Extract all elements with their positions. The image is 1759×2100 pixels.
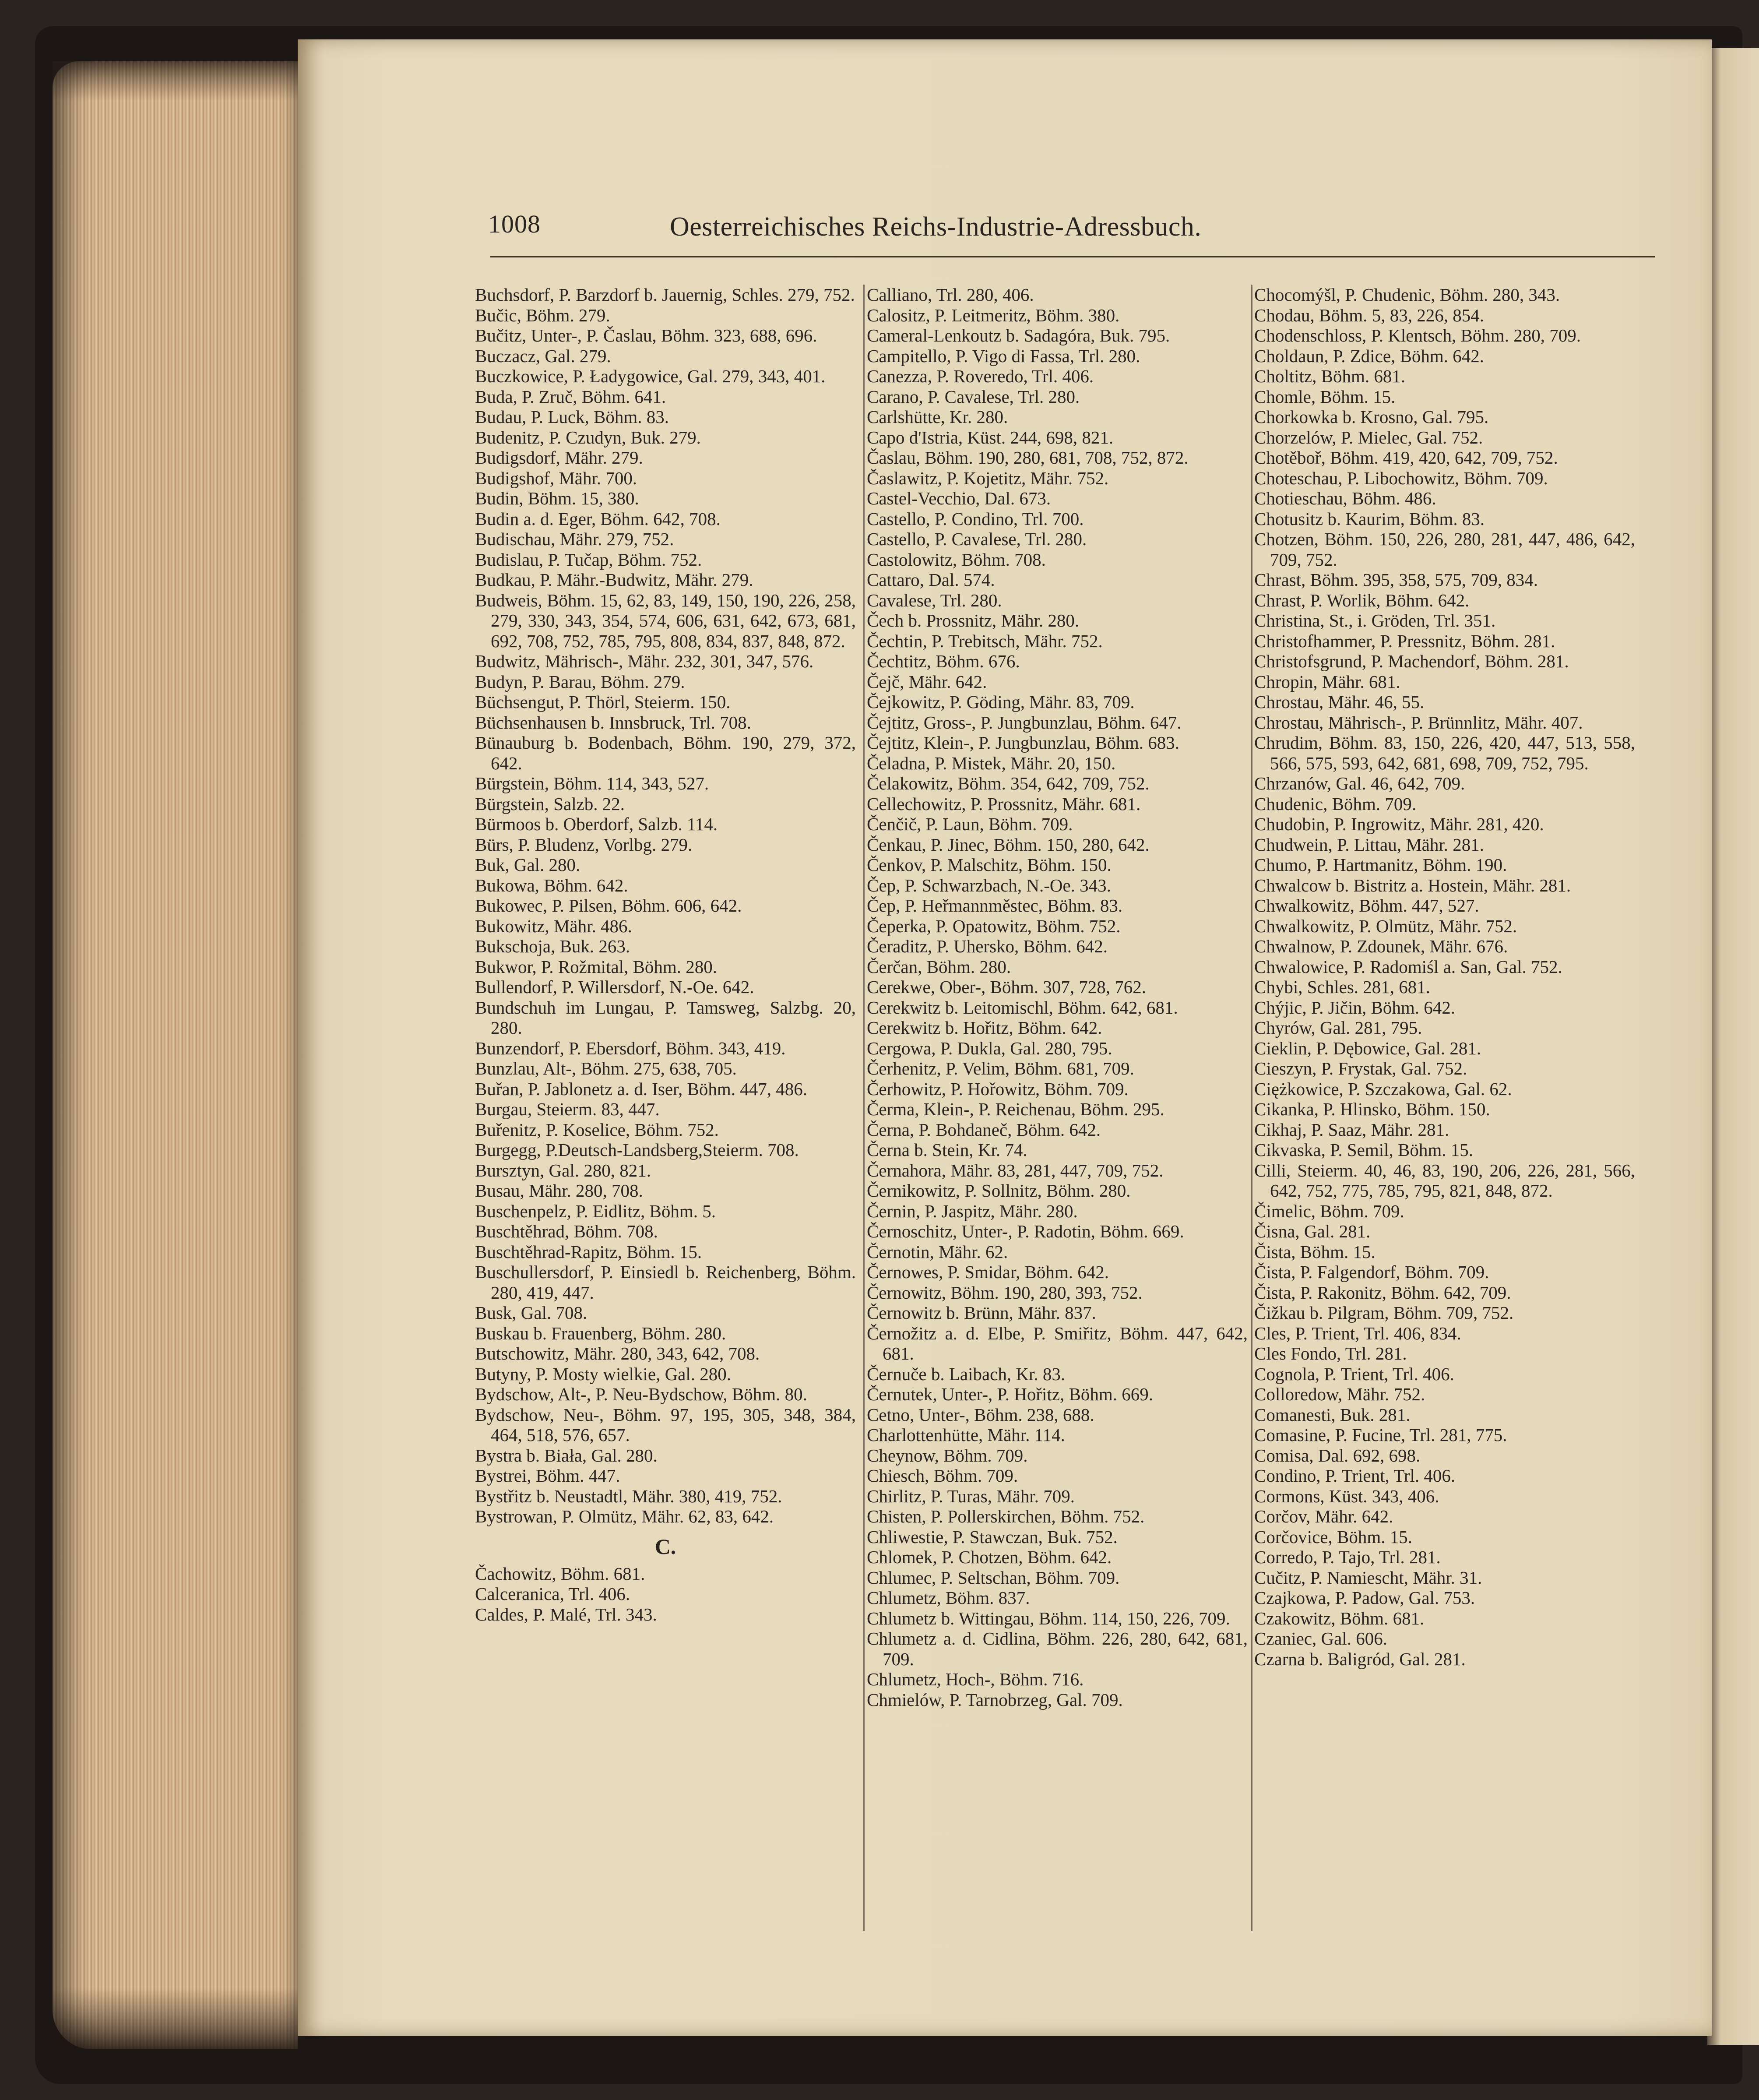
directory-entry: Cles Fondo, Trl. 281. (1254, 1343, 1407, 1364)
directory-entry: Čeraditz, P. Uhersko, Böhm. 642. (867, 936, 1108, 956)
page-edges (53, 61, 298, 2049)
directory-entry: Čeladna, P. Mistek, Mähr. 20, 150. (867, 753, 1116, 773)
directory-entry: Černowitz, Böhm. 190, 280, 393, 752. (867, 1282, 1143, 1303)
directory-entry: Čejtitz, Klein-, P. Jungbunzlau, Böhm. 683. (867, 733, 1180, 753)
directory-entry: Bürmoos b. Oberdorf, Salzb. 114. (475, 814, 718, 834)
directory-entry: Bystra b. Biała, Gal. 280. (475, 1445, 658, 1466)
directory-entry: Chodau, Böhm. 5, 83, 226, 854. (1254, 305, 1485, 325)
directory-entry: Čejkowitz, P. Göding, Mähr. 83, 709. (867, 692, 1135, 712)
directory-entry: Chlumetz b. Wittingau, Böhm. 114, 150, 226, 709. (867, 1608, 1230, 1628)
directory-entry: Chodenschloss, P. Klentsch, Böhm. 280, 709. (1254, 325, 1581, 345)
directory-entry: Buschtěhrad-Rapitz, Böhm. 15. (475, 1241, 702, 1262)
directory-entry: Calositz, P. Leitmeritz, Böhm. 380. (867, 305, 1120, 325)
directory-entry: Corčovice, Böhm. 15. (1254, 1526, 1412, 1547)
directory-entry: Černin, P. Jaspitz, Mähr. 280. (867, 1201, 1078, 1221)
directory-entry: Černožitz a. d. Elbe, P. Smiřitz, Böhm. 447, 642, 681. (867, 1323, 1248, 1364)
directory-entry: Czarna b. Baligród, Gal. 281. (1254, 1649, 1466, 1669)
directory-entry: Čechtin, P. Trebitsch, Mähr. 752. (867, 631, 1103, 651)
directory-entry: Černuče b. Laibach, Kr. 83. (867, 1364, 1066, 1384)
directory-entry: Cieszyn, P. Frystak, Gal. 752. (1254, 1058, 1467, 1078)
directory-entry: Chwalkowitz, P. Olmütz, Mähr. 752. (1254, 916, 1517, 936)
directory-entry: Bydschow, Alt-, P. Neu-Bydschow, Böhm. 80. (475, 1384, 807, 1404)
column-divider-1 (863, 285, 865, 1931)
directory-entry: Čimelic, Böhm. 709. (1254, 1201, 1404, 1221)
directory-entry: Čerhenitz, P. Velim, Böhm. 681, 709. (867, 1058, 1134, 1078)
directory-entry: Cikanka, P. Hlinsko, Böhm. 150. (1254, 1099, 1490, 1119)
directory-entry: Cognola, P. Trient, Trl. 406. (1254, 1364, 1454, 1384)
directory-entry: Bukowec, P. Pilsen, Böhm. 606, 642. (475, 895, 742, 916)
directory-entry: Comanesti, Buk. 281. (1254, 1404, 1411, 1425)
directory-entry: Charlottenhütte, Mähr. 114. (867, 1425, 1065, 1445)
directory-entry: Čenčič, P. Laun, Böhm. 709. (867, 814, 1073, 834)
directory-entry: Cieklin, P. Dębowice, Gal. 281. (1254, 1038, 1481, 1058)
directory-entry: Corčov, Mähr. 642. (1254, 1506, 1393, 1526)
directory-entry: Bukowa, Böhm. 642. (475, 875, 628, 895)
directory-entry: Butyny, P. Mosty wielkie, Gal. 280. (475, 1364, 732, 1384)
directory-entry: Caldes, P. Malé, Trl. 343. (475, 1604, 657, 1624)
directory-entry: Cameral-Lenkoutz b. Sadagóra, Buk. 795. (867, 325, 1170, 345)
directory-entry: Chlomek, P. Chotzen, Böhm. 642. (867, 1547, 1112, 1567)
directory-entry: Cikvaska, P. Semil, Böhm. 15. (1254, 1140, 1474, 1160)
directory-entry: Čejtitz, Gross-, P. Jungbunzlau, Böhm. 647. (867, 712, 1182, 733)
directory-entry: Časlawitz, P. Kojetitz, Mähr. 752. (867, 468, 1109, 488)
directory-entry: Bučic, Böhm. 279. (475, 305, 610, 325)
directory-entry: Černotin, Mähr. 62. (867, 1241, 1008, 1262)
directory-entry: Chybi, Schles. 281, 681. (1254, 977, 1431, 997)
directory-entry: Chyrów, Gal. 281, 795. (1254, 1018, 1422, 1038)
directory-entry: Carlshütte, Kr. 280. (867, 407, 1008, 427)
directory-entry: Cučitz, P. Namiescht, Mähr. 31. (1254, 1567, 1482, 1588)
directory-entry: Budkau, P. Mähr.-Budwitz, Mähr. 279. (475, 570, 753, 590)
directory-entry: Bürgstein, Böhm. 114, 343, 527. (475, 773, 709, 793)
page-number: 1008 (488, 210, 541, 238)
directory-entry: Castello, P. Cavalese, Trl. 280. (867, 529, 1087, 549)
facing-page-edge (1707, 48, 1759, 2045)
directory-entry: Čelakowitz, Böhm. 354, 642, 709, 752. (867, 773, 1150, 793)
section-letter-heading: C. (654, 1534, 676, 1559)
directory-entry: Černutek, Unter-, P. Hořitz, Böhm. 669. (867, 1384, 1153, 1404)
directory-entry: Burgau, Steierm. 83, 447. (475, 1099, 660, 1119)
directory-entry: Bydschow, Neu-, Böhm. 97, 195, 305, 348, 384, 464, 518, 576, 657. (475, 1404, 856, 1445)
directory-entry: Černowes, P. Smidar, Böhm. 642. (867, 1262, 1109, 1282)
directory-entry: Černowitz b. Brünn, Mähr. 837. (867, 1303, 1096, 1323)
directory-entry: Canezza, P. Roveredo, Trl. 406. (867, 366, 1094, 386)
directory-entry: Chisten, P. Pollerskirchen, Böhm. 752. (867, 1506, 1145, 1526)
directory-entry: Čachowitz, Böhm. 681. (475, 1563, 645, 1584)
directory-entry: Burgegg, P.Deutsch-Landsberg,Steierm. 708. (475, 1140, 799, 1160)
directory-entry: Christofhammer, P. Pressnitz, Böhm. 281. (1254, 631, 1555, 651)
directory-entry: Bürgstein, Salzb. 22. (475, 793, 625, 814)
directory-entry: Chrzanów, Gal. 46, 642, 709. (1254, 773, 1465, 793)
directory-entry: Buschullersdorf, P. Einsiedl b. Reichenberg, Böhm. 280, 419, 447. (475, 1262, 856, 1303)
directory-entry: Buřenitz, P. Koselice, Böhm. 752. (475, 1119, 719, 1140)
directory-entry: Chlumetz, Böhm. 837. (867, 1588, 1030, 1608)
directory-entry: Corredo, P. Tajo, Trl. 281. (1254, 1547, 1441, 1567)
directory-entry: Chlumetz a. d. Cidlina, Böhm. 226, 280, 642, 681, 709. (867, 1628, 1248, 1669)
directory-entry: Čejč, Mähr. 642. (867, 671, 987, 692)
directory-entry: Calceranica, Trl. 406. (475, 1584, 630, 1604)
directory-entry: Čech b. Prossnitz, Mähr. 280. (867, 610, 1080, 631)
directory-entry: Čeperka, P. Opatowitz, Böhm. 752. (867, 916, 1121, 936)
directory-entry: Chudwein, P. Littau, Mähr. 281. (1254, 834, 1485, 855)
directory-entry: Chorkowka b. Krosno, Gal. 795. (1254, 407, 1489, 427)
directory-entry: Ciężkowice, P. Szczakowa, Gal. 62. (1254, 1078, 1512, 1099)
directory-entry: Busk, Gal. 708. (475, 1303, 588, 1323)
directory-entry: Čižkau b. Pilgram, Böhm. 709, 752. (1254, 1303, 1514, 1323)
directory-entry: Časlau, Böhm. 190, 280, 681, 708, 752, 872. (867, 447, 1189, 468)
header-rule (490, 256, 1655, 257)
directory-entry: Budigsdorf, Mähr. 279. (475, 447, 643, 468)
directory-entry: Chomle, Böhm. 15. (1254, 386, 1396, 407)
directory-entry: Comisa, Dal. 692, 698. (1254, 1445, 1421, 1466)
directory-entry: Chotusitz b. Kaurim, Böhm. 83. (1254, 508, 1485, 529)
directory-entry: Bünauburg b. Bodenbach, Böhm. 190, 279, 372, 642. (475, 733, 856, 773)
directory-entry: Bystrowan, P. Olmütz, Mähr. 62, 83, 642. (475, 1506, 774, 1526)
directory-entry: Budenitz, P. Czudyn, Buk. 279. (475, 427, 701, 447)
directory-entry: Bunzendorf, P. Ebersdorf, Böhm. 343, 419. (475, 1038, 786, 1058)
directory-entry: Bundschuh im Lungau, P. Tamsweg, Salzbg. 20, 280. (475, 997, 856, 1038)
directory-entry: Busau, Mähr. 280, 708. (475, 1180, 643, 1201)
directory-entry: Cerekwe, Ober-, Böhm. 307, 728, 762. (867, 977, 1146, 997)
directory-entry: Bystrei, Böhm. 447. (475, 1466, 620, 1486)
directory-entry: Chmielów, P. Tarnobrzeg, Gal. 709. (867, 1689, 1123, 1710)
directory-entry: Cheynow, Böhm. 709. (867, 1445, 1028, 1466)
directory-entry: Czakowitz, Böhm. 681. (1254, 1608, 1425, 1628)
directory-entry: Buda, P. Zruč, Böhm. 641. (475, 386, 666, 407)
directory-entry: Chrast, P. Worlik, Böhm. 642. (1254, 590, 1470, 610)
directory-entry: Chwalcow b. Bistritz a. Hostein, Mähr. 281. (1254, 875, 1571, 895)
directory-entry: Chrudim, Böhm. 83, 150, 226, 420, 447, 513, 558, 566, 575, 593, 642, 681, 698, 709, 752, 795. (1254, 733, 1635, 773)
running-head (488, 171, 1670, 250)
directory-entry: Chwalnow, P. Zdounek, Mähr. 676. (1254, 936, 1508, 956)
directory-entry: Černahora, Mähr. 83, 281, 447, 709, 752. (867, 1160, 1164, 1180)
directory-entry: Christina, St., i. Gröden, Trl. 351. (1254, 610, 1496, 631)
directory-entry: Budwitz, Mährisch-, Mähr. 232, 301, 347, 576. (475, 651, 814, 671)
directory-entry: Cattaro, Dal. 574. (867, 570, 995, 590)
directory-entry: Büchsenhausen b. Innsbruck, Trl. 708. (475, 712, 751, 733)
directory-entry: Budweis, Böhm. 15, 62, 83, 149, 150, 190, 226, 258, 279, 330, 343, 354, 574, 606, 631, 642, 673, 681, 692, 708, 752, 785, 795, 808, 834, 837, 848, 872. (475, 590, 856, 651)
directory-entry: Černoschitz, Unter-, P. Radotin, Böhm. 669. (867, 1221, 1184, 1241)
directory-entry: Budischau, Mähr. 279, 752. (475, 529, 674, 549)
directory-entry: Christofsgrund, P. Machendorf, Böhm. 281. (1254, 651, 1569, 671)
directory-entry: Condino, P. Trient, Trl. 406. (1254, 1466, 1456, 1486)
directory-entry: Cergowa, P. Dukla, Gal. 280, 795. (867, 1038, 1112, 1058)
directory-entry: Cerekwitz b. Leitomischl, Böhm. 642, 681. (867, 997, 1178, 1018)
directory-entry: Čisna, Gal. 281. (1254, 1221, 1371, 1241)
directory-entry: Čista, P. Falgendorf, Böhm. 709. (1254, 1262, 1489, 1282)
directory-entry: Budin a. d. Eger, Böhm. 642, 708. (475, 508, 721, 529)
directory-entry: Chwalkowitz, Böhm. 447, 527. (1254, 895, 1479, 916)
directory-entry: Čerčan, Böhm. 280. (867, 956, 1011, 977)
directory-entry: Calliano, Trl. 280, 406. (867, 285, 1034, 305)
directory-entry: Chwalowice, P. Radomiśl a. San, Gal. 752. (1254, 956, 1562, 977)
directory-entry: Capo d'Istria, Küst. 244, 698, 821. (867, 427, 1114, 447)
directory-entry: Čista, Böhm. 15. (1254, 1241, 1376, 1262)
directory-entry: Budislau, P. Tučap, Böhm. 752. (475, 549, 702, 570)
directory-entry: Čep, P. Schwarzbach, N.-Oe. 343. (867, 875, 1111, 895)
directory-entry: Bunzlau, Alt-, Böhm. 275, 638, 705. (475, 1058, 737, 1078)
directory-entry: Choteschau, P. Libochowitz, Böhm. 709. (1254, 468, 1548, 488)
directory-entry: Budau, P. Luck, Böhm. 83. (475, 407, 669, 427)
directory-entry: Chudobin, P. Ingrowitz, Mähr. 281, 420. (1254, 814, 1544, 834)
directory-entry: Budin, Böhm. 15, 380. (475, 488, 639, 508)
directory-entry: Buschenpelz, P. Eidlitz, Böhm. 5. (475, 1201, 716, 1221)
directory-entry: Čista, P. Rakonitz, Böhm. 642, 709. (1254, 1282, 1511, 1303)
directory-entry: Bürs, P. Bludenz, Vorlbg. 279. (475, 834, 693, 855)
directory-entry: Chropin, Mähr. 681. (1254, 671, 1400, 692)
directory-entry: Černa, P. Bohdaneč, Böhm. 642. (867, 1119, 1101, 1140)
directory-entry: Bullendorf, P. Willersdorf, N.-Oe. 642. (475, 977, 754, 997)
directory-entry: Chotzen, Böhm. 150, 226, 280, 281, 447, 486, 642, 709, 752. (1254, 529, 1635, 570)
directory-entry: Colloredow, Mähr. 752. (1254, 1384, 1425, 1404)
directory-entry: Choltitz, Böhm. 681. (1254, 366, 1406, 386)
directory-entry: Čerma, Klein-, P. Reichenau, Böhm. 295. (867, 1099, 1164, 1119)
directory-entry: Chudenic, Böhm. 709. (1254, 793, 1417, 814)
directory-entry: Cles, P. Trient, Trl. 406, 834. (1254, 1323, 1461, 1343)
column-divider-2 (1251, 285, 1252, 1931)
directory-entry: Czajkowa, P. Padow, Gal. 753. (1254, 1588, 1475, 1608)
directory-entry: Čerhowitz, P. Hořowitz, Böhm. 709. (867, 1078, 1129, 1099)
directory-entry: Bystřitz b. Neustadtl, Mähr. 380, 419, 752. (475, 1486, 782, 1506)
column-1 (475, 285, 856, 1624)
directory-entry: Büchsengut, P. Thörl, Steierm. 150. (475, 692, 731, 712)
directory-entry: Chirlitz, P. Turas, Mähr. 709. (867, 1486, 1075, 1506)
directory-entry: Cellechowitz, P. Prossnitz, Mähr. 681. (867, 793, 1141, 814)
directory-entry: Buczacz, Gal. 279. (475, 345, 611, 366)
directory-entry: Cerekwitz b. Hořitz, Böhm. 642. (867, 1018, 1102, 1038)
directory-entry: Cilli, Steierm. 40, 46, 83, 190, 206, 226, 281, 566, 642, 752, 775, 785, 795, 821, 848, 872. (1254, 1160, 1635, 1201)
directory-entry: Choldaun, P. Zdice, Böhm. 642. (1254, 345, 1485, 366)
directory-entry: Buczkowice, P. Ładygowice, Gal. 279, 343, 401. (475, 366, 826, 386)
directory-entry: Čechtitz, Böhm. 676. (867, 651, 1020, 671)
running-title: Oesterreichisches Reichs-Industrie-Adressbuch. (670, 212, 1202, 242)
directory-entry: Chorzelów, P. Mielec, Gal. 752. (1254, 427, 1483, 447)
directory-entry: Chumo, P. Hartmanitz, Böhm. 190. (1254, 855, 1507, 875)
directory-entry: Czaniec, Gal. 606. (1254, 1628, 1387, 1649)
directory-entry: Castello, P. Condino, Trl. 700. (867, 508, 1084, 529)
directory-entry: Cikhaj, P. Saaz, Mähr. 281. (1254, 1119, 1449, 1140)
directory-entry: Buk, Gal. 280. (475, 855, 580, 875)
directory-entry: Butschowitz, Mähr. 280, 343, 642, 708. (475, 1343, 760, 1364)
directory-entry: Bučitz, Unter-, P. Časlau, Böhm. 323, 688, 696. (475, 325, 817, 345)
directory-entry: Campitello, P. Vigo di Fassa, Trl. 280. (867, 345, 1140, 366)
directory-entry: Cetno, Unter-, Böhm. 238, 688. (867, 1404, 1094, 1425)
directory-entry: Chrostau, Mährisch-, P. Brünnlitz, Mähr. 407. (1254, 712, 1583, 733)
directory-entry: Castel-Vecchio, Dal. 673. (867, 488, 1051, 508)
directory-entry: Buřan, P. Jablonetz a. d. Iser, Böhm. 447, 486. (475, 1078, 808, 1099)
directory-entry: Chliwestie, P. Stawczan, Buk. 752. (867, 1526, 1118, 1547)
directory-entry: Bukschoja, Buk. 263. (475, 936, 630, 956)
directory-entry: Bukowitz, Mähr. 486. (475, 916, 632, 936)
directory-entry: Bursztyn, Gal. 280, 821. (475, 1160, 651, 1180)
directory-entry: Budigshof, Mähr. 700. (475, 468, 637, 488)
directory-entry: Chotěboř, Böhm. 419, 420, 642, 709, 752. (1254, 447, 1558, 468)
directory-entry: Bukwor, P. Rožmital, Böhm. 280. (475, 956, 718, 977)
directory-entry: Buchsdorf, P. Barzdorf b. Jauernig, Schles. 279, 752. (475, 285, 855, 305)
directory-entry: Čenkov, P. Malschitz, Böhm. 150. (867, 855, 1112, 875)
column-2 (867, 285, 1248, 1710)
directory-entry: Castolowitz, Böhm. 708. (867, 549, 1046, 570)
directory-entry: Comasine, P. Fucine, Trl. 281, 775. (1254, 1425, 1507, 1445)
directory-entry: Čep, P. Heřmannměstec, Böhm. 83. (867, 895, 1123, 916)
directory-entry: Chlumec, P. Seltschan, Böhm. 709. (867, 1567, 1120, 1588)
directory-entry: Cormons, Küst. 343, 406. (1254, 1486, 1439, 1506)
directory-entry: Carano, P. Cavalese, Trl. 280. (867, 386, 1080, 407)
directory-entry: Chiesch, Böhm. 709. (867, 1466, 1018, 1486)
directory-entry: Cavalese, Trl. 280. (867, 590, 1002, 610)
directory-entry: Černikowitz, P. Sollnitz, Böhm. 280. (867, 1180, 1131, 1201)
directory-entry: Chrostau, Mähr. 46, 55. (1254, 692, 1425, 712)
directory-entry: Chrast, Böhm. 395, 358, 575, 709, 834. (1254, 570, 1538, 590)
directory-entry: Chocomýšl, P. Chudenic, Böhm. 280, 343. (1254, 285, 1560, 305)
directory-entry: Budyn, P. Barau, Böhm. 279. (475, 671, 685, 692)
directory-entry: Chýjic, P. Jičin, Böhm. 642. (1254, 997, 1456, 1018)
directory-entry: Chotieschau, Böhm. 486. (1254, 488, 1436, 508)
directory-entry: Buschtěhrad, Böhm. 708. (475, 1221, 658, 1241)
book-page (298, 39, 1712, 2036)
directory-entry: Buskau b. Frauenberg, Böhm. 280. (475, 1323, 726, 1343)
directory-entry: Čenkau, P. Jinec, Böhm. 150, 280, 642. (867, 834, 1150, 855)
directory-entry: Černa b. Stein, Kr. 74. (867, 1140, 1027, 1160)
column-3 (1254, 285, 1635, 1669)
directory-entry: Chlumetz, Hoch-, Böhm. 716. (867, 1669, 1084, 1689)
